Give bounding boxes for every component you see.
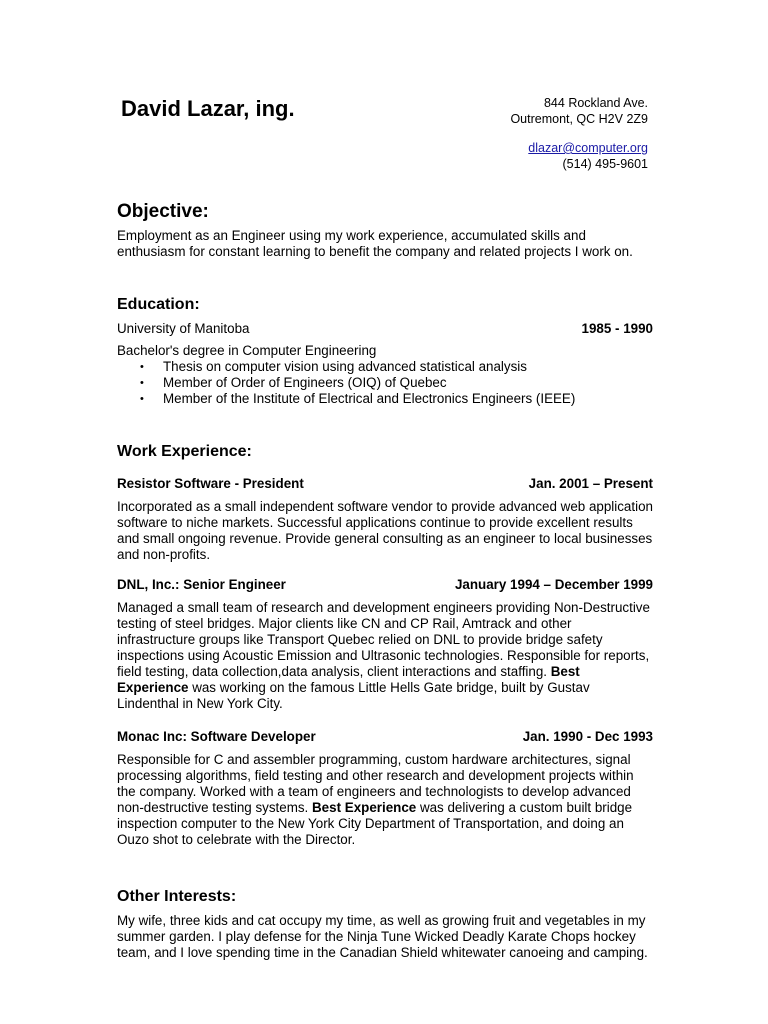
resume-name: David Lazar, ing.: [121, 96, 295, 121]
education-bullets: [117, 359, 653, 407]
job-header: [117, 729, 653, 745]
list-item: • Thesis on computer vision using advanced statistical analysis: [163, 359, 653, 375]
objective-heading: Objective:: [117, 201, 209, 222]
education-section: [117, 297, 653, 407]
email-link[interactable]: dlazar@computer.org: [528, 141, 648, 155]
interests-section: [117, 889, 653, 961]
work-heading: Work Experience:: [117, 443, 252, 460]
job-header: [117, 476, 653, 492]
job-dates: Jan. 1990 - Dec 1993: [522, 729, 653, 744]
job-description: Managed a small team of research and development engineers providing Non-Destructive testing of steel bridges. Major clients like CN and CP Rail, Amtrack and other infrastructure groups like Transport Quebec relied on DNL to provide bridge safety inspections using Acoustic Emission and Ultrasonic technologies. Responsible for reports, field testing, data collection,data analysis, client interactions and staffing. Best Experience was working on the famous Little Hells Gate bridge, built by Gustav Lindenthal in New York City.: [117, 600, 650, 711]
job-description: Incorporated as a small independent software vendor to provide advanced web application software to niche markets. Successful applications continue to provide excellent results and small ongoing revenue. Provide general consulting as an engineer to local businesses and non-profits.: [117, 499, 653, 562]
job-dates: Jan. 2001 – Present: [528, 476, 653, 491]
work-section: [117, 444, 653, 848]
job-title: DNL, Inc.: Senior Engineer: [117, 577, 286, 592]
objective-text: Employment as an Engineer using my work experience, accumulated skills and enthusiasm for constant learning to benefit the company and related projects I work on.: [117, 228, 633, 259]
education-heading: Education:: [117, 296, 200, 313]
address-line-1: 844 Rockland Ave.: [543, 96, 648, 110]
job-title: Monac Inc: Software Developer: [117, 729, 316, 744]
best-experience-label: Best Experience: [312, 800, 417, 815]
list-item: • Member of the Institute of Electrical and Electronics Engineers (IEEE): [163, 391, 653, 407]
school-name: University of Manitoba: [117, 321, 250, 336]
objective-section: [117, 201, 653, 260]
job-dates: January 1994 – December 1999: [454, 577, 653, 592]
education-years: 1985 - 1990: [581, 321, 653, 336]
job-title: Resistor Software - President: [117, 476, 304, 491]
degree-text: Bachelor's degree in Computer Engineering: [117, 343, 377, 358]
address-line-2: Outremont, QC H2V 2Z9: [510, 111, 648, 126]
best-experience-label: Best Experience: [117, 664, 580, 695]
list-item: • Member of Order of Engineers (OIQ) of Quebec: [163, 375, 653, 391]
job-description: Responsible for C and assembler programming, custom hardware architectures, signal processing algorithms, field testing and other research and development projects within the company. Worked with a team of engineers and technologists to develop advanced non-destructive testing systems. Best Experience was delivering a custom built bridge inspection computer to the New York City Department of Transportation, and doing an Ouzo shot to celebrate with the Director.: [117, 752, 634, 847]
phone-number: (514) 495-9601: [562, 156, 648, 171]
education-row: [117, 321, 653, 337]
job-header: [117, 577, 653, 593]
interests-text: My wife, three kids and cat occupy my time, as well as growing fruit and vegetables in my summer garden. I play defense for the Ninja Tune Wicked Deadly Karate Chops hockey team, and I love spending time in the Canadian Shield whitewater canoeing and camping.: [117, 913, 648, 960]
interests-heading: Other Interests:: [117, 888, 237, 905]
contact-block: [510, 96, 648, 172]
